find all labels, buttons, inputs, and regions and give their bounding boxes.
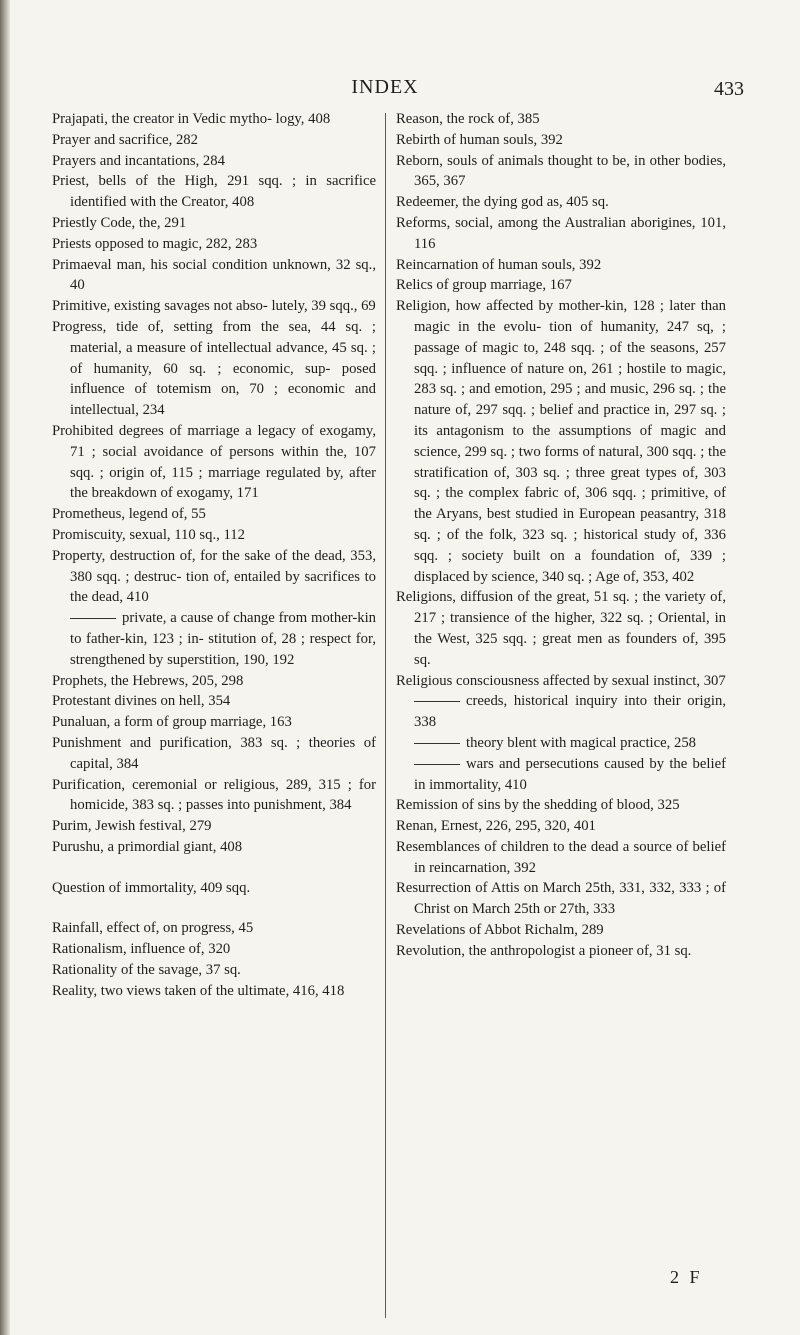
- column-divider: [385, 113, 386, 1318]
- entry-text: Primaeval man, his social condition unknown, 32 sq., 40: [52, 256, 376, 294]
- entry-text: private, a cause of change from mother-kin to father-kin, 123 ; in- stitution of, 28 ; respect for, strengthened by superstition, 190, 192: [70, 610, 376, 668]
- page-number: 433: [714, 78, 744, 100]
- entry-text: wars and persecutions caused by the belief in immortality, 410: [414, 755, 726, 793]
- entry-spacer: [52, 898, 376, 918]
- index-entry: [396, 109, 726, 130]
- entry-text: Prajapati, the creator in Vedic mytho- logy, 408: [52, 111, 331, 127]
- entry-text: Prohibited degrees of marriage a legacy of exogamy, 71 ; social avoidance of persons within the, 107 sqq. ; origin of, 115 ; marriage regulated by, after the breakdown of exogamy, 171: [52, 422, 376, 502]
- entry-text: Purushu, a primordial giant, 408: [52, 838, 243, 855]
- index-entry: [396, 587, 726, 670]
- entry-text: Purim, Jewish festival, 279: [52, 818, 212, 835]
- index-entry: [52, 171, 376, 213]
- entry-text: Reality, two views taken of the ultimate, 416, 418: [52, 982, 345, 999]
- entry-text: Promiscuity, sexual, 110 sq., 112: [52, 526, 245, 543]
- entry-text: Reforms, social, among the Australian aborigines, 101, 116: [396, 214, 726, 252]
- index-entry: [52, 775, 376, 817]
- entry-text: Purification, ceremonial or religious, 289, 315 ; for homicide, 383 sq. ; passes into punishment, 384: [52, 776, 376, 814]
- index-subentry: [396, 691, 726, 733]
- index-column-right: [396, 109, 726, 962]
- index-entry: [52, 939, 376, 960]
- entry-text: Question of immortality, 409 sqq.: [52, 879, 251, 896]
- entry-text: Priest, bells of the High, 291 sqq. ; in sacrifice identified with the Creator, 408: [52, 173, 376, 211]
- index-entry: [52, 151, 376, 172]
- index-entry: [396, 130, 726, 151]
- entry-text: Revolution, the anthropologist a pioneer of, 31 sq.: [396, 942, 692, 959]
- index-entry: [396, 151, 726, 193]
- index-entry: [52, 421, 376, 504]
- entry-text: Priests opposed to magic, 282, 283: [52, 235, 258, 252]
- index-entry: [52, 234, 376, 255]
- entry-text: Reason, the rock of, 385: [396, 111, 540, 127]
- index-entry: [396, 296, 726, 587]
- index-entry: [52, 712, 376, 733]
- index-subentry: [396, 733, 726, 754]
- page-title: INDEX: [351, 76, 419, 98]
- index-entry: [52, 213, 376, 234]
- index-entry: [396, 275, 726, 296]
- index-subentry: [396, 754, 726, 796]
- signature-mark: 2 F: [670, 1267, 703, 1287]
- index-entry: [52, 837, 376, 858]
- index-entry: [52, 878, 376, 899]
- entry-text: Rationalism, influence of, 320: [52, 941, 231, 958]
- entry-text: Rebirth of human souls, 392: [396, 131, 563, 148]
- index-entry: [52, 109, 376, 130]
- book-spine-edge: [0, 0, 10, 1335]
- index-entry: [52, 691, 376, 712]
- index-entry: [52, 918, 376, 939]
- index-entry: [396, 255, 726, 276]
- entry-text: Redeemer, the dying god as, 405 sq.: [396, 194, 609, 211]
- running-header: [0, 76, 800, 98]
- entry-text: Remission of sins by the shedding of blood, 325: [396, 797, 680, 814]
- entry-text: Relics of group marriage, 167: [396, 277, 572, 294]
- entry-text: Rationality of the savage, 37 sq.: [52, 962, 241, 979]
- entry-text: Resemblances of children to the dead a source of belief in reincarnation, 392: [396, 838, 726, 876]
- index-entry: [52, 504, 376, 525]
- index-entry: [396, 795, 726, 816]
- entry-text: Religion, how affected by mother-kin, 128 ; later than magic in the evolu- tion of humanity, 247 sq, ; passage of magic to, 248 sqq. ; of the seasons, 257 sqq. ; influence of nature on, 261 ; hostile to magic, 283 sq. ; and emotion, 295 ; and music, 296 sq. ; the nature of, 297 sqq. ; belief and practice in, 297 sq. ; its antagonism to the assumptions of magic and science, 299 sq. ; two forms of natural, 300 sqq. ; the stratification of, 303 sq. ; three great types of, 303 sq. ; the complex fabric of, 306 sqq. ; primitive, of the Aryans, best studied in European peasantry, 318 sq. ; of the folk, 323 sq. ; historical study of, 336 sqq. ; society built on a foundation of, 339 ; displaced by science, 340 sq. ; Age of, 353, 402: [396, 298, 726, 585]
- index-entry: [396, 878, 726, 920]
- entry-text: Reborn, souls of animals thought to be, in other bodies, 365, 367: [396, 152, 726, 190]
- index-entry: [52, 255, 376, 297]
- index-entry: [396, 837, 726, 879]
- index-column-left: [52, 109, 376, 1002]
- entry-text: theory blent with magical practice, 258: [466, 734, 697, 751]
- index-entry: [52, 546, 376, 608]
- ditto-dash: [70, 618, 116, 619]
- index-entry: [52, 733, 376, 775]
- entry-text: Punaluan, a form of group marriage, 163: [52, 714, 292, 731]
- entry-text: Property, destruction of, for the sake of the dead, 353, 380 sqq. ; destruc- tion of, entailed by sacrifices to the dead, 410: [52, 547, 376, 606]
- index-entry: [52, 960, 376, 981]
- index-entry: [396, 920, 726, 941]
- index-entry: [396, 671, 726, 692]
- entry-text: creeds, historical inquiry into their origin, 338: [414, 693, 726, 731]
- entry-text: Prophets, the Hebrews, 205, 298: [52, 672, 244, 689]
- entry-text: Progress, tide of, setting from the sea, 44 sq. ; material, a measure of intellectual advance, 45 sq. ; of humanity, 60 sq. ; economic, sup- posed influence of totemism on, 70 ; economic and intellectual, 234: [52, 318, 376, 419]
- entry-text: Prayers and incantations, 284: [52, 152, 225, 169]
- entry-text: Priestly Code, the, 291: [52, 214, 187, 231]
- entry-text: Prometheus, legend of, 55: [52, 506, 206, 523]
- entry-text: Revelations of Abbot Richalm, 289: [396, 922, 604, 939]
- index-subentry: [52, 608, 376, 670]
- ditto-dash: [414, 701, 460, 702]
- index-entry: [396, 192, 726, 213]
- index-entry: [396, 941, 726, 962]
- index-entry: [52, 816, 376, 837]
- entry-text: Rainfall, effect of, on progress, 45: [52, 920, 254, 937]
- index-entry: [52, 317, 376, 421]
- entry-text: Prayer and sacrifice, 282: [52, 131, 198, 148]
- index-entry: [52, 525, 376, 546]
- entry-text: Religious consciousness affected by sexual instinct, 307: [396, 672, 726, 689]
- index-entry: [52, 981, 376, 1002]
- entry-text: Renan, Ernest, 226, 295, 320, 401: [396, 818, 596, 835]
- entry-text: Primitive, existing savages not abso- lutely, 39 sqq., 69: [52, 298, 376, 315]
- entry-spacer: [52, 858, 376, 878]
- index-entry: [52, 296, 376, 317]
- index-entry: [52, 671, 376, 692]
- index-entry: [52, 130, 376, 151]
- ditto-dash: [414, 764, 460, 765]
- entry-text: Religions, diffusion of the great, 51 sq. ; the variety of, 217 ; transience of the higher, 322 sq. ; Oriental, in the West, 325 sqq. ; great men as founders of, 395 sq.: [396, 589, 726, 668]
- entry-text: Resurrection of Attis on March 25th, 331, 332, 333 ; of Christ on March 25th or 27th, 333: [396, 880, 726, 918]
- index-entry: [396, 816, 726, 837]
- entry-text: Punishment and purification, 383 sq. ; theories of capital, 384: [52, 734, 376, 772]
- entry-text: Protestant divines on hell, 354: [52, 693, 231, 710]
- entry-text: Reincarnation of human souls, 392: [396, 256, 602, 273]
- ditto-dash: [414, 743, 460, 744]
- index-entry: [396, 213, 726, 255]
